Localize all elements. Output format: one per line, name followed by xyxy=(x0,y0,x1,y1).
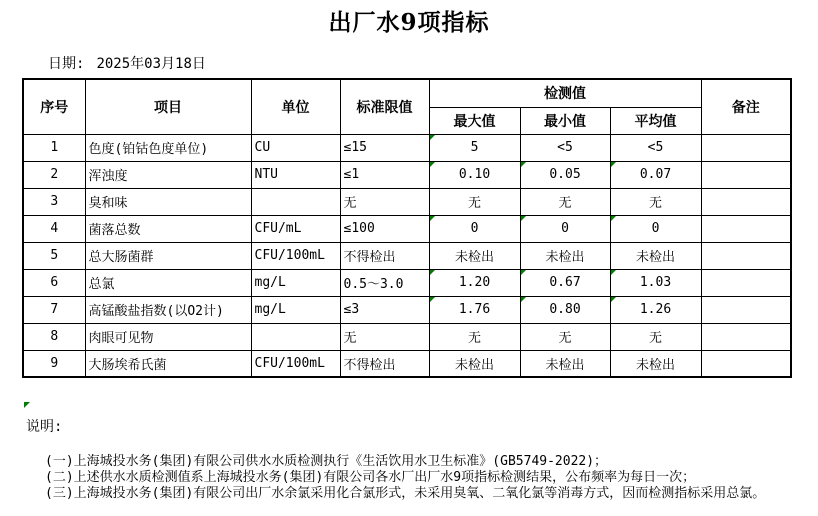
notes-label: 说明: xyxy=(26,419,63,435)
col-header-detection: 检测值 xyxy=(429,79,701,107)
cell-remark xyxy=(701,269,791,296)
cell-unit: mg/L xyxy=(251,296,340,323)
cell-limit: ≤1 xyxy=(340,161,429,188)
cell-remark xyxy=(701,215,791,242)
stray-green-flag-icon xyxy=(24,402,30,408)
cell-min: 无 xyxy=(520,323,610,350)
cell-max: 无 xyxy=(429,323,520,350)
table-row xyxy=(23,134,791,161)
cell-avg: 0 xyxy=(610,215,701,242)
table-row xyxy=(23,188,791,215)
cell-avg: 未检出 xyxy=(610,350,701,377)
cell-avg: 1.26 xyxy=(610,296,701,323)
report-date xyxy=(48,53,206,73)
text-format-flag-icon xyxy=(521,270,526,275)
cell-unit xyxy=(251,323,340,350)
cell-limit: 不得检出 xyxy=(340,350,429,377)
cell-remark xyxy=(701,161,791,188)
cell-max: 1.20 xyxy=(429,269,520,296)
col-header-avg: 平均值 xyxy=(610,107,701,134)
cell-index: 8 xyxy=(23,323,85,350)
cell-unit: CFU/100mL xyxy=(251,242,340,269)
cell-limit: 0.5～3.0 xyxy=(340,269,429,296)
col-header-index: 序号 xyxy=(23,79,85,134)
col-header-min: 最小值 xyxy=(520,107,610,134)
cell-remark xyxy=(701,296,791,323)
cell-item: 浑浊度 xyxy=(85,161,251,188)
date-value: 2025年03月18日 xyxy=(96,56,206,72)
cell-index: 2 xyxy=(23,161,85,188)
text-format-flag-icon xyxy=(430,297,435,302)
text-format-flag-icon xyxy=(521,216,526,221)
col-header-item: 项目 xyxy=(85,79,251,134)
cell-item: 总大肠菌群 xyxy=(85,242,251,269)
cell-avg: 无 xyxy=(610,188,701,215)
note-line: (三)上海城投水务(集团)有限公司出厂水余氯采用化合氯形式，未采用臭氧、二氧化氯等消毒方式，因而检测指标采用总氯。 xyxy=(45,486,766,501)
cell-item: 色度(铂钴色度单位) xyxy=(85,134,251,161)
text-format-flag-icon xyxy=(611,297,616,302)
cell-unit: CFU/100mL xyxy=(251,350,340,377)
cell-max: 未检出 xyxy=(429,350,520,377)
cell-min: 无 xyxy=(520,188,610,215)
cell-max: 无 xyxy=(429,188,520,215)
cell-remark xyxy=(701,323,791,350)
text-format-flag-icon xyxy=(430,162,435,167)
cell-unit xyxy=(251,188,340,215)
cell-remark xyxy=(701,188,791,215)
cell-min: 0 xyxy=(520,215,610,242)
text-format-flag-icon xyxy=(521,297,526,302)
text-format-flag-icon xyxy=(430,135,435,140)
cell-index: 5 xyxy=(23,242,85,269)
cell-index: 3 xyxy=(23,188,85,215)
cell-avg: 0.07 xyxy=(610,161,701,188)
table-row xyxy=(23,350,791,377)
cell-min: 未检出 xyxy=(520,242,610,269)
col-header-unit: 单位 xyxy=(251,79,340,134)
cell-avg: <5 xyxy=(610,134,701,161)
table-row xyxy=(23,296,791,323)
cell-limit: 无 xyxy=(340,188,429,215)
text-format-flag-icon xyxy=(521,162,526,167)
cell-limit: ≤3 xyxy=(340,296,429,323)
cell-limit: 不得检出 xyxy=(340,242,429,269)
cell-unit: CU xyxy=(251,134,340,161)
cell-min: <5 xyxy=(520,134,610,161)
cell-max: 1.76 xyxy=(429,296,520,323)
cell-limit: 无 xyxy=(340,323,429,350)
table-row xyxy=(23,323,791,350)
cell-avg: 未检出 xyxy=(610,242,701,269)
cell-unit: mg/L xyxy=(251,269,340,296)
cell-item: 臭和味 xyxy=(85,188,251,215)
table-body xyxy=(23,134,791,377)
cell-avg: 无 xyxy=(610,323,701,350)
note-line: (一)上海城投水务(集团)有限公司供水水质检测执行《生活饮用水卫生标准》(GB5749-2022)； xyxy=(45,454,608,469)
water-quality-table xyxy=(22,78,792,378)
cell-index: 6 xyxy=(23,269,85,296)
notes-list xyxy=(45,454,765,502)
cell-limit: ≤15 xyxy=(340,134,429,161)
cell-max: 未检出 xyxy=(429,242,520,269)
cell-min: 未检出 xyxy=(520,350,610,377)
text-format-flag-icon xyxy=(611,270,616,275)
table-row xyxy=(23,269,791,296)
cell-index: 1 xyxy=(23,134,85,161)
cell-index: 4 xyxy=(23,215,85,242)
cell-item: 总氯 xyxy=(85,269,251,296)
col-header-remark: 备注 xyxy=(701,79,791,134)
cell-item: 高锰酸盐指数(以O2计) xyxy=(85,296,251,323)
cell-limit: ≤100 xyxy=(340,215,429,242)
cell-max: 5 xyxy=(429,134,520,161)
cell-index: 7 xyxy=(23,296,85,323)
table-row xyxy=(23,242,791,269)
cell-item: 菌落总数 xyxy=(85,215,251,242)
cell-remark xyxy=(701,350,791,377)
cell-index: 9 xyxy=(23,350,85,377)
note-line: (二)上述供水水质检测值系上海城投水务(集团)有限公司各水厂出厂水9项指标检测结果，公布频率为每日一次； xyxy=(45,470,696,485)
cell-unit: NTU xyxy=(251,161,340,188)
date-label: 日期: xyxy=(48,56,85,72)
cell-remark xyxy=(701,242,791,269)
cell-avg: 1.03 xyxy=(610,269,701,296)
cell-min: 0.67 xyxy=(520,269,610,296)
table-row xyxy=(23,215,791,242)
text-format-flag-icon xyxy=(430,216,435,221)
text-format-flag-icon xyxy=(611,162,616,167)
col-header-limit: 标准限值 xyxy=(340,79,429,134)
table-row xyxy=(23,161,791,188)
cell-item: 大肠埃希氏菌 xyxy=(85,350,251,377)
text-format-flag-icon xyxy=(430,270,435,275)
cell-remark xyxy=(701,134,791,161)
page-title: 出厂水9项指标 xyxy=(328,9,490,36)
cell-min: 0.80 xyxy=(520,296,610,323)
cell-unit: CFU/mL xyxy=(251,215,340,242)
cell-max: 0 xyxy=(429,215,520,242)
text-format-flag-icon xyxy=(611,216,616,221)
col-header-max: 最大值 xyxy=(429,107,520,134)
cell-min: 0.05 xyxy=(520,161,610,188)
cell-item: 肉眼可见物 xyxy=(85,323,251,350)
cell-max: 0.10 xyxy=(429,161,520,188)
